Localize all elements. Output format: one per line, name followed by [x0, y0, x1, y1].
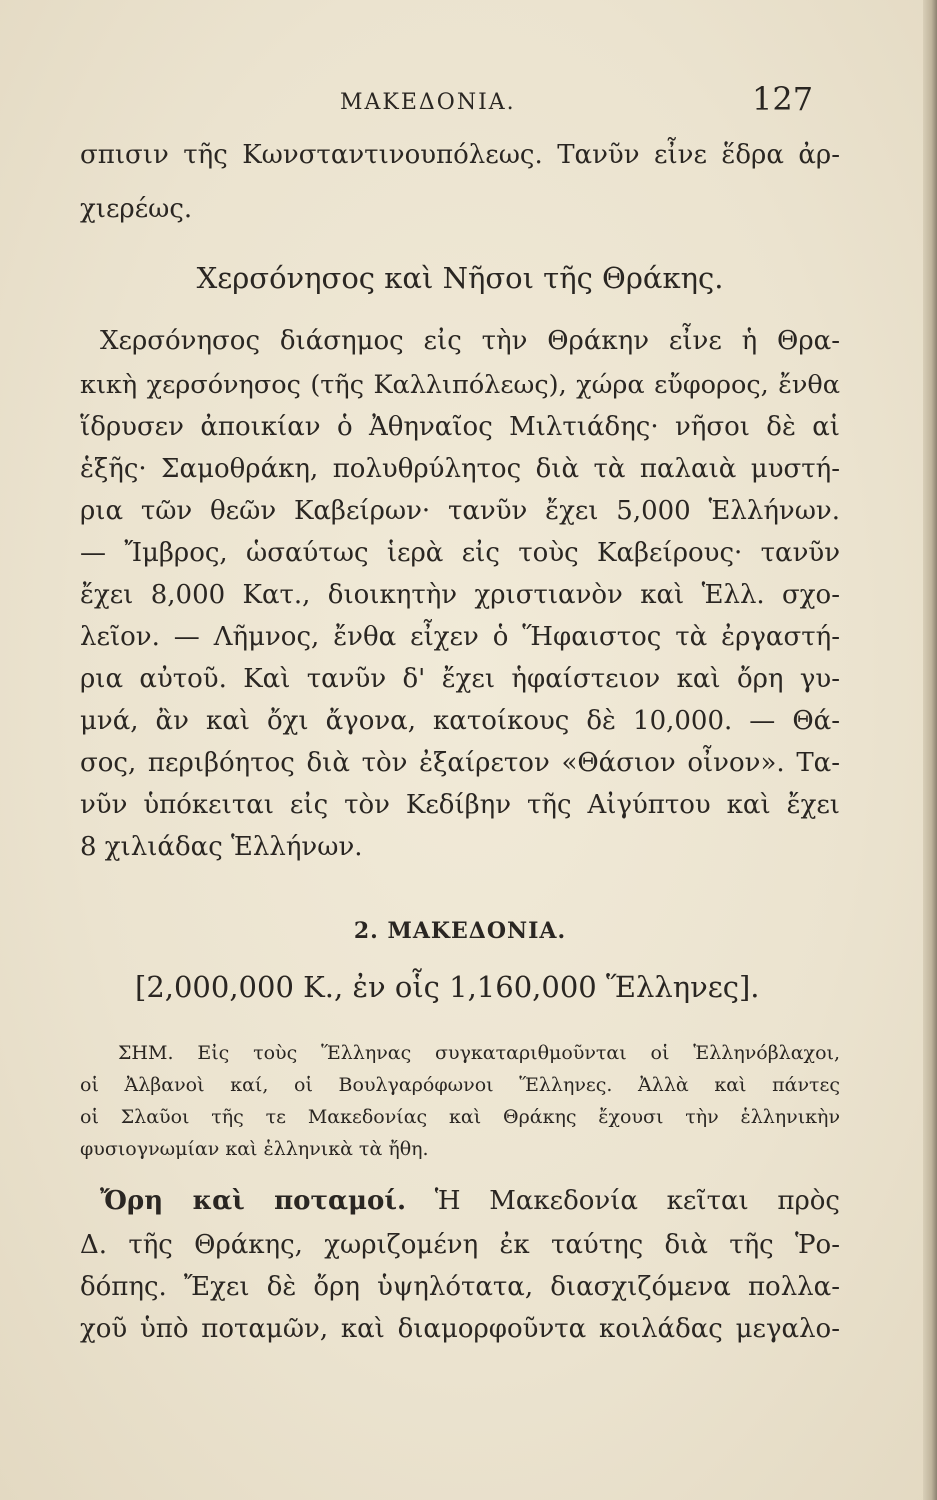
- text-line: λεῖον. — Λῆμνος, ἔνθα εἶχεν ὁ Ἥφαιστος τὰ ἐργαστή-: [80, 622, 840, 652]
- text-line: Χερσόνησος διάσημος εἰς τὴν Θράκην εἶνε ἡ Θρα-: [100, 326, 840, 356]
- text-line: — Ἴμβρος, ὡσαύτως ἱερὰ εἰς τοὺς Καβείρους· τανῦν: [80, 538, 840, 568]
- note-line: οἱ Σλαῦοι τῆς τε Μακεδονίας καὶ Θράκης ἔχουσι τὴν ἑλληνικὴν: [80, 1106, 840, 1128]
- text-line: Δ. τῆς Θράκης, χωριζομένη ἐκ ταύτης διὰ τῆς Ῥο-: [80, 1230, 840, 1260]
- note-line: ΣΗΜ. Εἰς τοὺς Ἕλληνας συγκαταριθμοῦνται οἱ Ἑλληνόβλαχοι,: [118, 1042, 840, 1064]
- section-heading-macedonia: 2. ΜΑΚΕΔΟΝΙΑ.: [353, 918, 567, 944]
- text-line: ρια τῶν θεῶν Καβείρων· τανῦν ἔχει 5,000 Ἑλλήνων.: [80, 496, 840, 526]
- section-heading-thrace-islands: Χερσόνησος καὶ Νῆσοι τῆς Θράκης.: [196, 261, 724, 295]
- body-text: [80, 138, 840, 1358]
- text-line: χιερέως.: [80, 194, 193, 224]
- text-line: κικὴ χερσόνησος (τῆς Καλλιπόλεως), χώρα εὔφορος, ἔνθα: [80, 370, 840, 400]
- page-number: 127: [752, 80, 814, 118]
- text-line: ἑξῆς· Σαμοθράκη, πολυθρύλητος διὰ τὰ παλαιὰ μυστή-: [80, 454, 840, 484]
- text-line: [80, 1184, 840, 1218]
- text-line: 8 χιλιάδας Ἑλλήνων.: [80, 832, 363, 862]
- text-line: σπισιν τῆς Κωνσταντινουπόλεως. Τανῦν εἶνε ἕδρα ἀρ-: [80, 140, 840, 170]
- note-line: οἱ Ἀλβανοὶ καί, οἱ Βουλγαρόφωνοι Ἕλληνες. Ἀλλὰ καὶ πάντες: [80, 1074, 840, 1096]
- note-line: φυσιογνωμίαν καὶ ἑλληνικὰ τὰ ἤθη.: [80, 1138, 429, 1160]
- text-line: ἔχει 8,000 Κατ., διοικητὴν χριστιανὸν καὶ Ἑλλ. σχο-: [80, 580, 840, 610]
- text-line: μνά, ἂν καὶ ὄχι ἄγονα, κατοίκους δὲ 10,000. — Θά-: [80, 706, 840, 736]
- page-spine-edge: [923, 0, 937, 1500]
- subheading-mountains-rivers: Ὄρη καὶ ποταμοί.: [100, 1186, 407, 1216]
- text-line: νῦν ὑπόκειται εἰς τὸν Κεδίβην τῆς Αἰγύπτου καὶ ἔχει: [80, 790, 840, 820]
- text-line: χοῦ ὑπὸ ποταμῶν, καὶ διαμορφοῦντα κοιλάδας μεγαλο-: [80, 1314, 840, 1344]
- text-line: ρια αὐτοῦ. Καὶ τανῦν δ' ἔχει ἡφαίστειον καὶ ὄρη γυ-: [80, 664, 840, 694]
- text-line: δόπης. Ἔχει δὲ ὄρη ὑψηλότατα, διασχιζόμενα πολλα-: [80, 1272, 840, 1302]
- population-summary: [2,000,000 Κ., ἐν οἷς 1,160,000 Ἕλληνες].: [135, 970, 760, 1004]
- running-head: ΜΑΚΕΔΟΝΙΑ.: [340, 90, 516, 115]
- text-line: σος, περιβόητος διὰ τὸν ἐξαίρετον «Θάσιον οἶνον». Τα-: [80, 748, 840, 778]
- text-line: ἵδρυσεν ἀποικίαν ὁ Ἀθηναῖος Μιλτιάδης· νῆσοι δὲ αἱ: [80, 412, 840, 442]
- text-line-rest: Ἡ Μακεδονία κεῖται πρὸς: [406, 1186, 840, 1216]
